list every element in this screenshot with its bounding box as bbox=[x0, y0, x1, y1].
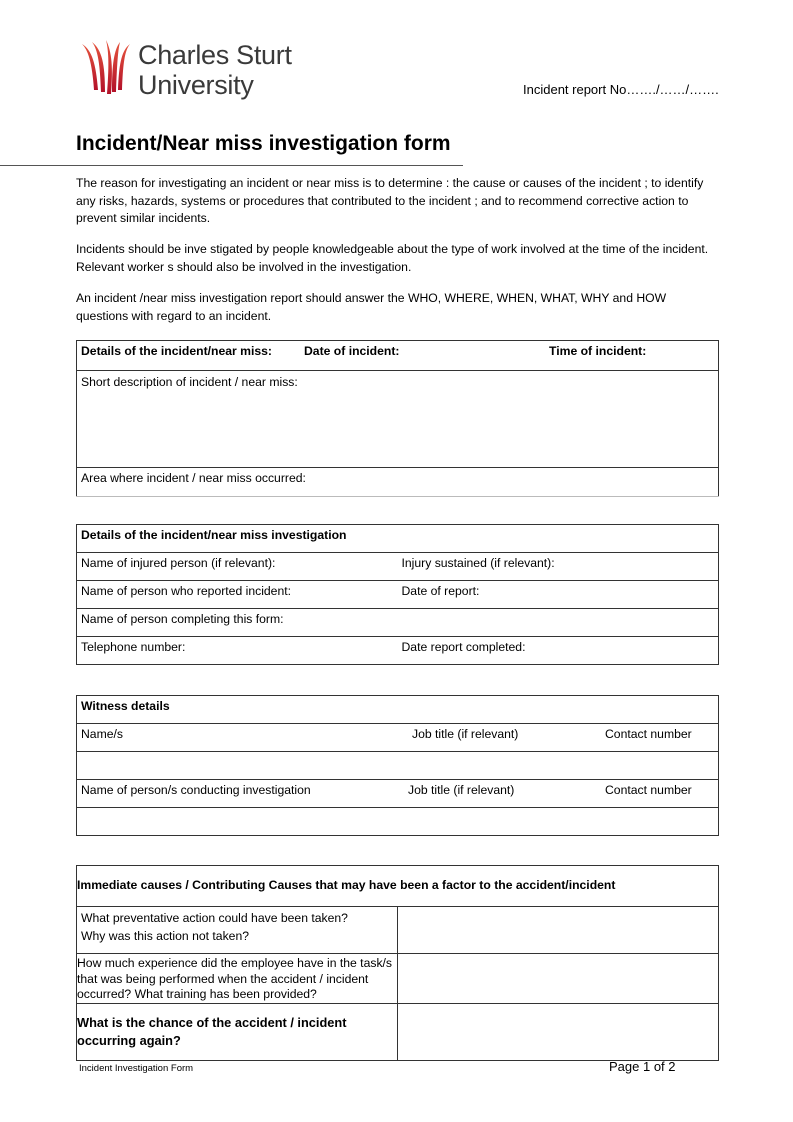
incident-details-table bbox=[76, 340, 719, 497]
university-logo-icon bbox=[78, 40, 134, 98]
preventative-action-answer[interactable] bbox=[398, 907, 719, 954]
injury-sustained-field[interactable] bbox=[398, 553, 719, 581]
footer-form-name: Incident Investigation Form bbox=[79, 1063, 194, 1074]
recurrence-question: What is the chance of the accident / incident occurring again? bbox=[77, 1003, 398, 1060]
area-label: Area where incident / near miss occurred: bbox=[81, 471, 306, 485]
details-label: Details of the incident/near miss: bbox=[81, 344, 272, 358]
completer-label: Name of person completing this form: bbox=[81, 612, 284, 626]
preventative-action-question bbox=[77, 907, 398, 954]
university-logo-text bbox=[138, 40, 292, 100]
intro-paragraph-3: An incident /near miss investigation report should answer the WHO, WHERE, WHEN, WHAT, WHY and HOW questions with regard to an incident. bbox=[76, 291, 667, 323]
date-completed-label: Date report completed: bbox=[401, 640, 526, 654]
causes-table bbox=[76, 865, 719, 1061]
witness-heading: Witness details bbox=[77, 696, 719, 724]
logo-line-2: University bbox=[138, 70, 254, 100]
job-title-label: Job title (if relevant) bbox=[412, 727, 519, 741]
page-title: Incident/Near miss investigation form bbox=[76, 132, 451, 155]
investigator-entry-field[interactable] bbox=[77, 808, 719, 836]
injured-person-label: Name of injured person (if relevant): bbox=[81, 556, 276, 570]
experience-question: How much experience did the employee have in the task/s that was being performed when the accident / incident occurred? What training has been provided? bbox=[77, 954, 398, 1004]
investigation-heading: Details of the incident/near miss investigation bbox=[77, 525, 719, 553]
page-number: Page 1 of 2 bbox=[609, 1059, 676, 1074]
telephone-label: Telephone number: bbox=[81, 640, 186, 654]
causes-heading: Immediate causes / Contributing Causes that may have been a factor to the accident/incident bbox=[77, 866, 719, 907]
witness-details-table bbox=[76, 695, 719, 836]
intro-paragraph-2: Incidents should be inve stigated by people knowledgeable about the type of work involved at the time of the incident. Relevant worker s should also be involved in the investigation. bbox=[76, 242, 709, 274]
preventative-action-line-1: What preventative action could have been taken? bbox=[81, 911, 348, 925]
area-field[interactable] bbox=[77, 468, 719, 497]
time-of-incident-field[interactable]: Time of incident: bbox=[549, 344, 647, 358]
incident-report-number: Incident report No……./……/……. bbox=[523, 82, 719, 97]
logo-line-1: Charles Sturt bbox=[138, 40, 292, 70]
date-of-report-field[interactable] bbox=[398, 581, 719, 609]
date-completed-field[interactable] bbox=[398, 637, 719, 665]
recurrence-answer[interactable] bbox=[398, 1003, 719, 1060]
preventative-action-line-2: Why was this action not taken? bbox=[81, 929, 250, 943]
experience-answer[interactable] bbox=[398, 954, 719, 1004]
intro-paragraph-1: The reason for investigating an incident or near miss is to determine : the cause or causes of the incident ; to identify any risks, hazards, systems or procedures that contributed to the incident ; and to recommend corrective action to prevent similar incidents. bbox=[76, 176, 704, 225]
reporter-field[interactable] bbox=[77, 581, 398, 609]
date-of-report-label: Date of report: bbox=[401, 584, 480, 598]
injury-sustained-label: Injury sustained (if relevant): bbox=[401, 556, 555, 570]
date-of-incident-field[interactable]: Date of incident: bbox=[304, 344, 400, 358]
investigator-header-row bbox=[77, 780, 719, 808]
telephone-field[interactable] bbox=[77, 637, 398, 665]
incident-header-cell bbox=[77, 341, 719, 371]
completer-field[interactable] bbox=[77, 609, 719, 637]
witness-entry-field[interactable] bbox=[77, 752, 719, 780]
investigation-details-table bbox=[76, 524, 719, 665]
title-divider bbox=[0, 165, 463, 166]
investigator-label: Name of person/s conducting investigation bbox=[81, 783, 311, 797]
description-label: Short description of incident / near miss: bbox=[81, 375, 298, 389]
contact-number-label: Contact number bbox=[605, 727, 692, 741]
investigator-job-title-label: Job title (if relevant) bbox=[408, 783, 515, 797]
witness-header-row bbox=[77, 724, 719, 752]
description-field[interactable] bbox=[77, 371, 719, 468]
reporter-label: Name of person who reported incident: bbox=[81, 584, 292, 598]
injured-person-field[interactable] bbox=[77, 553, 398, 581]
names-label: Name/s bbox=[81, 727, 123, 741]
investigator-contact-label: Contact number bbox=[605, 783, 692, 797]
